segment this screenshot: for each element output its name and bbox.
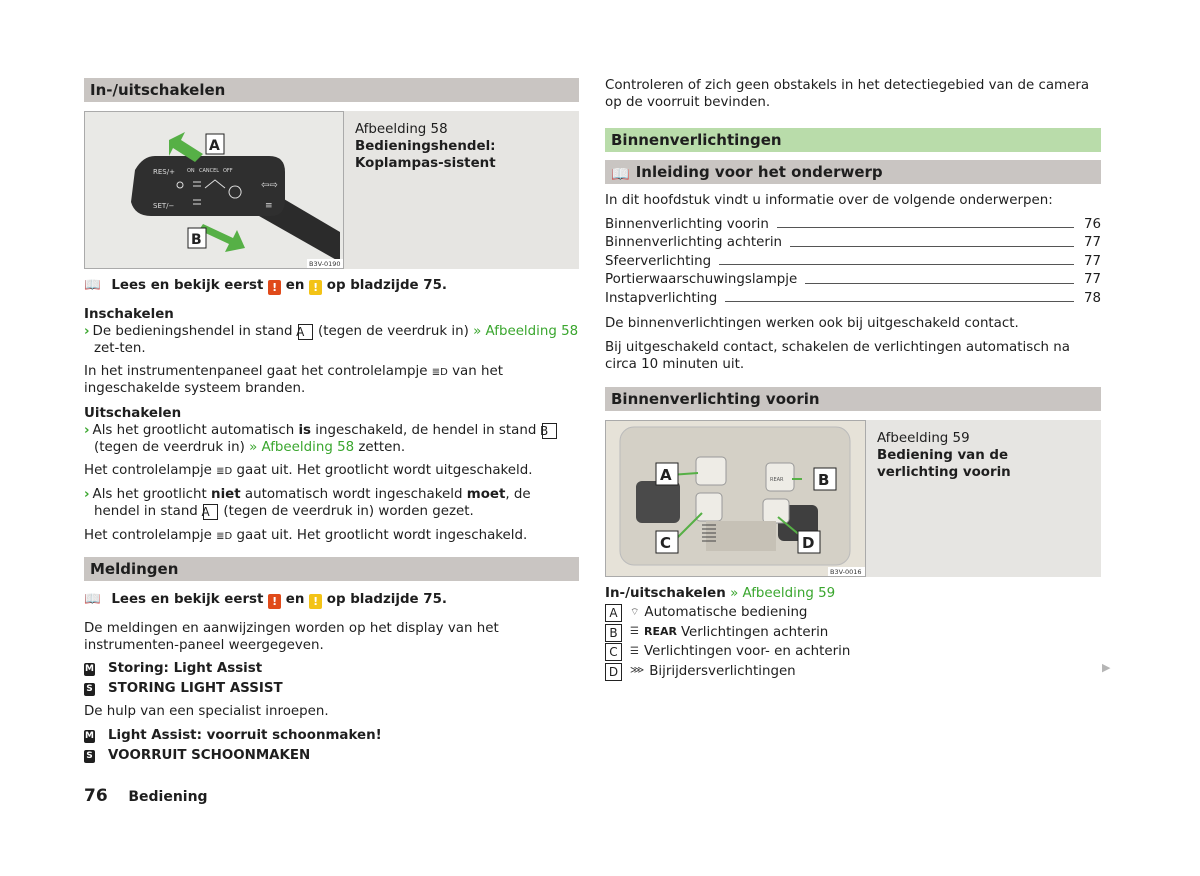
toc-title: Sfeerverlichting [605, 253, 712, 269]
inschakelen-title: Inschakelen [84, 307, 174, 322]
svg-text:C: C [660, 534, 672, 552]
toc-title: Portierwaarschuwingslampje [605, 272, 798, 288]
svg-text:RES/+: RES/+ [153, 168, 175, 176]
step-arrow-icon: › [84, 423, 90, 438]
toc-entry[interactable] [605, 271, 1101, 289]
display-type-badge: M [85, 731, 94, 741]
message-4: S VOORRUIT SCHOONMAKEN [84, 747, 579, 764]
legend-key: B [605, 624, 622, 642]
svg-text:SET/−: SET/− [153, 202, 175, 210]
figure-58 [84, 111, 579, 269]
camera-check-text: Controleren of zich geen obstakels in het detectiegebied van de camera op de voorruit bevinden. [605, 78, 1090, 111]
figure-58-caption: Afbeelding 58 Bedieningshendel: Koplampas-sistent [355, 122, 496, 172]
svg-text:B: B [191, 232, 202, 248]
legend-item [605, 643, 850, 661]
toc-leader [725, 301, 1074, 302]
interior-light-illustration [605, 420, 866, 577]
uit-lamp-text-1: Het controlelampje ≣D gaat uit. Het grootlicht wordt uitgeschakeld. [84, 463, 533, 478]
section-heading-binnenverlichting-voorin: Binnenverlichting voorin [605, 387, 1101, 411]
legend-item [605, 624, 828, 642]
lever-drawing [85, 112, 343, 268]
svg-text:⇦⇨: ⇦⇨ [261, 180, 278, 191]
message-1: M Storing: Light Assist [85, 661, 263, 676]
warning-yellow-icon: ! [309, 594, 322, 609]
subsection-title: In-/uitschakelen » Afbeelding 59 [605, 586, 836, 601]
toc-leader [719, 264, 1074, 265]
figure-59 [605, 420, 1101, 577]
svg-text:CANCEL: CANCEL [199, 168, 220, 174]
toc-entry[interactable] [605, 234, 1101, 252]
section-heading-inleiding: 📖 Inleiding voor het onderwerp [605, 160, 1101, 184]
lever-illustration [84, 111, 344, 269]
book-icon: 📖 [84, 592, 101, 607]
toc-page: 77 [1083, 272, 1101, 288]
svg-text:REAR: REAR [770, 477, 784, 483]
legend-key: C [605, 643, 622, 661]
section-heading-meldingen: Meldingen [84, 557, 579, 581]
toc-title: Binnenverlichting achterin [605, 235, 783, 251]
display-type-badge: S [84, 683, 95, 696]
help-text: De hulp van een specialist inroepen. [84, 704, 329, 719]
warning-yellow-icon: ! [309, 280, 322, 295]
interior-light-drawing [606, 421, 865, 576]
toc-entry[interactable] [605, 215, 1101, 233]
legend-text: Bijrijdersverlichtingen [649, 663, 796, 679]
warning-red-icon: ! [268, 280, 281, 295]
svg-text:≡: ≡ [265, 201, 273, 211]
svg-text:A: A [209, 138, 220, 154]
meldingen-intro: De meldingen en aanwijzingen worden op het display van het instrumenten-paneel weergegeven. [84, 621, 499, 654]
section-name: Bediening [128, 789, 208, 805]
continue-arrow-icon: ▶ [1102, 661, 1111, 674]
toc-leader [790, 246, 1074, 247]
uitschakelen-step-1: › Als het grootlicht automatisch is ingeschakeld, de hendel in stand B (tegen de veerdruk in) » Afbeelding 58 zetten. [84, 422, 579, 456]
toc-entry[interactable] [605, 289, 1101, 307]
toc-page: 78 [1083, 290, 1101, 306]
paragraph-auto-off: Bij uitgeschakeld contact, schakelen de verlichtingen automatisch na circa 10 minuten uit. [605, 340, 1070, 373]
position-a-label: A [203, 504, 218, 520]
legend-text: Automatische bediening [644, 605, 808, 621]
legend-item [605, 663, 796, 681]
warning-red-icon: ! [268, 594, 281, 609]
toc-page: 77 [1083, 235, 1101, 251]
passenger-light-icon: ⋙ [630, 665, 645, 677]
section-heading-in-uitschakelen: In-/uitschakelen [84, 78, 579, 102]
message-3: M Light Assist: voorruit schoonmaken! [85, 728, 382, 743]
read-first-note-2: 📖 Lees en bekijk eerst ! en ! op bladzijde 75. [84, 592, 448, 608]
high-beam-assist-icon: ≣D [216, 466, 233, 477]
rear-light-icon: ☰ [630, 626, 639, 638]
toc-entry[interactable] [605, 252, 1101, 270]
toc-page: 76 [1083, 216, 1101, 232]
svg-text:B3V-0016: B3V-0016 [830, 568, 862, 576]
front-rear-light-icon: ☰ [630, 645, 639, 657]
book-icon: 📖 [611, 165, 630, 183]
figure-59-link[interactable]: » Afbeelding 59 [730, 586, 836, 601]
toc-title: Binnenverlichting voorin [605, 216, 769, 232]
inschakelen-step: › De bedieningshendel in stand A (tegen de veerdruk in) » Afbeelding 58 zet-ten. [84, 324, 579, 357]
position-b-label: B [542, 423, 557, 439]
figure-58-link[interactable]: » Afbeelding 58 [473, 324, 579, 339]
paragraph-contact: De binnenverlichtingen werken ook bij uitgeschakeld contact. [605, 316, 1019, 331]
uitschakelen-title: Uitschakelen [84, 406, 182, 421]
uit-lamp-text-2: Het controlelampje ≣D gaat uit. Het grootlicht wordt ingeschakeld. [84, 528, 528, 543]
page-number: 76 [84, 786, 108, 806]
svg-text:ON: ON [187, 168, 195, 174]
legend-prefix: REAR [643, 625, 677, 639]
display-type-badge: M [85, 664, 94, 674]
svg-text:A: A [660, 466, 672, 484]
legend-text: Verlichtingen achterin [680, 624, 829, 640]
step-arrow-icon: › [84, 487, 90, 502]
figure-59-caption: Afbeelding 59 Bediening van de verlichting voorin [877, 431, 1011, 481]
page-footer [84, 786, 208, 808]
legend-item [605, 604, 807, 622]
display-type-badge: S [84, 750, 95, 763]
position-a-label: A [298, 324, 313, 340]
svg-text:B: B [818, 471, 830, 489]
uitschakelen-step-2: › Als het grootlicht niet automatisch wordt ingeschakeld moet, de hendel in stand A (tegen de veerdruk in) worden gezet. [84, 487, 531, 520]
figure-58-link[interactable]: » Afbeelding 58 [249, 440, 355, 456]
lamp-text: In het instrumentenpaneel gaat het controlelampje ≣D van het ingeschakelde systeem branden. [84, 364, 503, 397]
svg-text:D: D [802, 534, 815, 552]
legend-key: D [605, 663, 622, 681]
message-2: S STORING LIGHT ASSIST [84, 680, 579, 697]
book-icon: 📖 [84, 278, 101, 293]
svg-text:B3V-0190: B3V-0190 [309, 260, 341, 268]
legend-text: Verlichtingen voor- en achterin [643, 644, 851, 660]
section-heading-binnenverlichtingen: Binnenverlichtingen [605, 128, 1101, 152]
toc-title: Instapverlichting [605, 290, 718, 306]
svg-text:OFF: OFF [223, 168, 233, 174]
chapter-intro: In dit hoofdstuk vindt u informatie over de volgende onderwerpen: [605, 193, 1053, 208]
toc-page: 77 [1083, 253, 1101, 269]
read-first-note: 📖 Lees en bekijk eerst ! en ! op bladzijde 75. [84, 278, 448, 294]
toc-leader [805, 283, 1074, 284]
legend-key: A [605, 604, 622, 622]
high-beam-assist-icon: ≣D [431, 367, 448, 378]
step-arrow-icon: › [84, 324, 90, 339]
auto-light-icon: ⌔ [630, 606, 640, 618]
toc-leader [777, 227, 1074, 228]
high-beam-assist-icon: ≣D [216, 531, 233, 542]
